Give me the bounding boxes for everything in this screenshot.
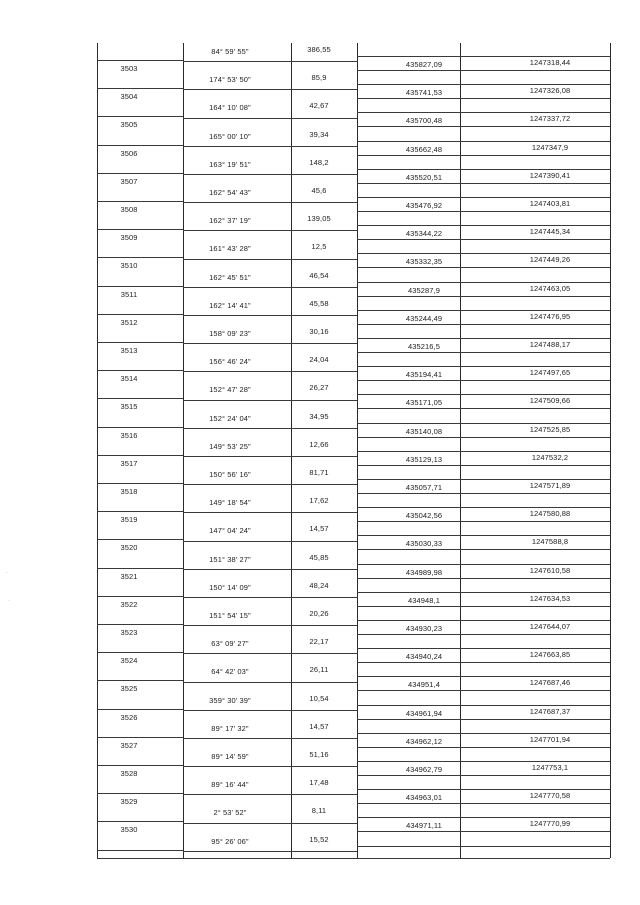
angle-cell: 147° 04' 24" <box>209 526 251 536</box>
y-coordinate-cell: 1247445,34 <box>529 227 571 237</box>
row-rule <box>357 479 610 480</box>
x-coordinate-cell: 435042,56 <box>405 511 443 521</box>
angle-cell: 63° 09' 27" <box>211 639 249 649</box>
angle-cell: 64° 42' 03" <box>211 667 249 677</box>
y-coordinate-cell: 1247588,8 <box>531 537 569 547</box>
x-coordinate-cell: 434948,1 <box>407 595 441 605</box>
point-number-cell: 3522 <box>120 599 138 609</box>
row-rule <box>183 569 357 570</box>
distance-cell: 42,67 <box>309 101 329 111</box>
row-rule <box>357 197 610 198</box>
row-rule <box>97 652 183 653</box>
x-coordinate-cell: 435057,71 <box>405 483 443 492</box>
x-coordinate-cell: 435216,5 <box>407 342 441 351</box>
row-rule <box>357 690 610 691</box>
point-number-cell: 3504 <box>120 92 138 102</box>
row-rule <box>97 850 183 851</box>
row-rule <box>357 423 610 424</box>
point-number-cell: 3509 <box>120 233 138 243</box>
row-rule <box>97 173 183 174</box>
row-rule <box>357 817 610 818</box>
y-coordinate-cell: 1247687,37 <box>529 706 571 716</box>
point-number-cell: 3526 <box>120 712 138 722</box>
y-coordinate-cell: 1247634,53 <box>529 593 571 603</box>
point-number-cell: 3510 <box>120 261 138 271</box>
y-coordinate-cell: 1247580,88 <box>529 509 571 519</box>
point-number-cell: 3516 <box>120 430 138 440</box>
distance-cell: 45,6 <box>311 186 327 195</box>
row-rule <box>97 483 183 484</box>
row-rule <box>97 821 183 822</box>
table-bottom-rule <box>97 858 610 859</box>
row-rule <box>357 592 610 593</box>
distance-cell: 30,16 <box>309 327 329 336</box>
distance-cell: 20,26 <box>309 609 329 618</box>
angle-cell: 150° 56' 16" <box>209 470 251 479</box>
row-rule <box>357 648 610 649</box>
row-rule <box>357 183 610 184</box>
angle-cell: 95° 26' 06" <box>211 836 249 846</box>
y-coordinate-cell: 1247403,81 <box>529 199 571 208</box>
angle-cell: 164° 10' 08" <box>209 103 251 113</box>
x-coordinate-cell: 435332,35 <box>405 257 443 267</box>
row-rule <box>183 118 357 119</box>
point-number-cell: 3513 <box>120 346 138 355</box>
row-rule <box>357 761 610 762</box>
row-rule <box>357 451 610 452</box>
row-rule <box>357 310 610 311</box>
point-number-cell: 3523 <box>120 628 138 637</box>
y-coordinate-cell: 1247687,46 <box>529 678 571 688</box>
distance-cell: 148,2 <box>309 157 329 167</box>
point-number-cell: 3529 <box>120 797 138 807</box>
angle-cell: 149° 18' 54" <box>209 498 251 508</box>
row-rule <box>357 549 610 550</box>
row-rule <box>357 338 610 339</box>
row-rule <box>357 775 610 776</box>
angle-cell: 89° 16' 44" <box>211 780 249 790</box>
row-rule <box>357 394 610 395</box>
point-number-cell: 3520 <box>120 543 138 553</box>
distance-cell: 34,95 <box>309 411 329 421</box>
y-coordinate-cell: 1247770,58 <box>529 791 571 801</box>
x-coordinate-cell: 435140,08 <box>405 426 443 436</box>
angle-cell: 2° 53' 52" <box>213 808 247 818</box>
angle-cell: 359° 30' 39" <box>209 695 251 705</box>
row-rule <box>97 737 183 738</box>
point-number-cell: 3514 <box>120 374 138 384</box>
y-coordinate-cell: 1247644,07 <box>529 622 571 631</box>
x-coordinate-cell: 434989,98 <box>405 567 443 577</box>
distance-cell: 48,24 <box>309 580 329 590</box>
angle-cell: 150° 14' 09" <box>209 582 251 592</box>
point-number-cell: 3525 <box>120 684 138 694</box>
x-coordinate-cell: 435476,92 <box>405 201 443 210</box>
distance-cell: 46,54 <box>309 270 329 280</box>
distance-cell: 14,57 <box>309 524 329 534</box>
row-rule <box>357 564 610 565</box>
row-rule <box>357 70 610 71</box>
row-rule <box>183 766 357 767</box>
row-rule <box>183 287 357 288</box>
y-coordinate-cell: 1247610,58 <box>529 565 571 575</box>
row-rule <box>357 366 610 367</box>
y-coordinate-cell: 1247770,99 <box>529 819 571 829</box>
y-coordinate-cell: 1247571,89 <box>529 481 571 490</box>
x-coordinate-cell: 435129,13 <box>405 454 443 464</box>
angle-cell: 89° 14' 59" <box>211 752 249 761</box>
angle-cell: 151° 38' 27" <box>209 554 251 564</box>
y-coordinate-cell: 1247663,85 <box>529 650 571 660</box>
row-rule <box>357 705 610 706</box>
row-rule <box>357 211 610 212</box>
y-coordinate-cell: 1247488,17 <box>529 340 571 349</box>
x-coordinate-cell: 435700,48 <box>405 116 443 126</box>
y-coordinate-cell: 1247497,65 <box>529 368 571 378</box>
x-coordinate-cell: 435244,49 <box>405 313 443 323</box>
angle-cell: 162° 54' 43" <box>209 188 251 197</box>
angle-cell: 165° 00' 10" <box>209 131 251 141</box>
y-coordinate-cell: 1247337,72 <box>529 114 571 124</box>
point-number-cell: 3503 <box>120 64 138 73</box>
distance-cell: 51,16 <box>309 750 329 759</box>
y-coordinate-cell: 1247449,26 <box>529 255 571 265</box>
distance-cell: 15,52 <box>309 834 329 844</box>
point-number-cell: 3527 <box>120 740 138 750</box>
y-coordinate-cell: 1247753,1 <box>531 763 569 772</box>
row-rule <box>357 620 610 621</box>
x-coordinate-cell: 434961,94 <box>405 708 443 718</box>
x-coordinate-cell: 434962,12 <box>405 736 443 746</box>
row-rule <box>97 145 183 146</box>
angle-cell: 158° 09' 23" <box>209 329 251 338</box>
row-rule <box>97 596 183 597</box>
row-rule <box>357 296 610 297</box>
row-rule <box>357 380 610 381</box>
column-rule <box>97 43 98 858</box>
row-rule <box>357 84 610 85</box>
row-rule <box>97 427 183 428</box>
distance-cell: 12,5 <box>311 242 327 252</box>
y-coordinate-cell: 1247326,08 <box>529 86 571 96</box>
x-coordinate-cell: 435194,41 <box>405 370 443 380</box>
x-coordinate-cell: 434963,01 <box>405 793 443 803</box>
row-rule <box>183 343 357 344</box>
row-rule <box>357 56 610 57</box>
row-rule <box>183 625 357 626</box>
distance-cell: 26,11 <box>309 665 329 675</box>
point-number-cell: 3515 <box>120 402 138 412</box>
y-coordinate-cell: 1247476,95 <box>529 311 571 321</box>
x-coordinate-cell: 435741,53 <box>405 88 443 98</box>
row-rule <box>183 738 357 739</box>
row-rule <box>357 239 610 240</box>
y-coordinate-cell: 1247390,41 <box>529 170 571 180</box>
distance-cell: 24,04 <box>309 355 329 365</box>
row-rule <box>97 88 183 89</box>
row-rule <box>357 437 610 438</box>
row-rule <box>357 408 610 409</box>
row-rule <box>97 286 183 287</box>
row-rule <box>97 314 183 315</box>
row-rule <box>97 116 183 117</box>
x-coordinate-cell: 435287,9 <box>407 285 441 295</box>
y-coordinate-cell: 1247463,05 <box>529 283 571 293</box>
row-rule <box>183 371 357 372</box>
row-rule <box>357 521 610 522</box>
row-rule <box>97 455 183 456</box>
distance-cell: 386,55 <box>307 45 331 54</box>
row-rule <box>183 400 357 401</box>
row-rule <box>183 202 357 203</box>
angle-cell: 152° 24' 04" <box>209 413 251 423</box>
row-rule <box>97 793 183 794</box>
row-rule <box>97 398 183 399</box>
y-coordinate-cell: 1247701,94 <box>529 734 571 744</box>
row-rule <box>183 259 357 260</box>
point-number-cell: 3518 <box>120 487 138 496</box>
row-rule <box>357 719 610 720</box>
row-rule <box>183 315 357 316</box>
row-rule <box>183 61 357 62</box>
point-number-cell: 3508 <box>120 205 138 214</box>
row-rule <box>183 146 357 147</box>
x-coordinate-cell: 435662,48 <box>405 144 443 154</box>
y-coordinate-cell: 1247532,2 <box>531 452 569 462</box>
row-rule <box>357 282 610 283</box>
y-coordinate-cell: 1247525,85 <box>529 424 571 434</box>
row-rule <box>357 535 610 536</box>
angle-cell: 89° 17' 32" <box>211 723 249 733</box>
row-rule <box>183 541 357 542</box>
row-rule <box>183 597 357 598</box>
row-rule <box>357 267 610 268</box>
distance-cell: 17,48 <box>309 778 329 788</box>
row-rule <box>357 803 610 804</box>
row-rule <box>97 680 183 681</box>
angle-cell: 151° 54' 15" <box>209 611 251 620</box>
point-number-cell: 3512 <box>120 317 138 327</box>
point-number-cell: 3530 <box>120 825 138 835</box>
scan-mark: · <box>8 598 10 604</box>
angle-cell: 149° 53' 25" <box>209 441 251 451</box>
row-rule <box>97 765 183 766</box>
x-coordinate-cell: 435030,33 <box>405 539 443 549</box>
distance-cell: 14,57 <box>309 721 329 731</box>
x-coordinate-cell: 434962,79 <box>405 765 443 774</box>
row-rule <box>183 851 357 852</box>
row-rule <box>183 823 357 824</box>
angle-cell: 161° 43' 28" <box>209 244 251 254</box>
point-number-cell: 3519 <box>120 515 138 525</box>
x-coordinate-cell: 435827,09 <box>405 60 443 69</box>
x-coordinate-cell: 434930,23 <box>405 624 443 633</box>
distance-cell: 85,9 <box>311 73 327 83</box>
distance-cell: 45,58 <box>309 298 329 308</box>
row-rule <box>97 709 183 710</box>
point-number-cell: 3511 <box>120 289 138 299</box>
row-rule <box>357 253 610 254</box>
row-rule <box>357 789 610 790</box>
angle-cell: 84° 59' 55" <box>211 47 249 56</box>
distance-cell: 139,05 <box>307 214 331 224</box>
distance-cell: 22,17 <box>309 637 329 647</box>
x-coordinate-cell: 434951,4 <box>407 680 441 690</box>
row-rule <box>357 578 610 579</box>
row-rule <box>97 624 183 625</box>
angle-cell: 163° 19' 51" <box>209 159 251 169</box>
row-rule <box>97 511 183 512</box>
row-rule <box>357 112 610 113</box>
angle-cell: 162° 45' 51" <box>209 272 251 282</box>
row-rule <box>183 428 357 429</box>
row-rule <box>357 747 610 748</box>
row-rule <box>183 456 357 457</box>
angle-cell: 162° 37' 19" <box>209 216 251 226</box>
distance-cell: 8,11 <box>311 806 327 816</box>
y-coordinate-cell: 1247509,66 <box>529 396 571 406</box>
row-rule <box>183 512 357 513</box>
row-rule <box>357 676 610 677</box>
row-rule <box>97 539 183 540</box>
row-rule <box>357 465 610 466</box>
distance-cell: 81,71 <box>309 468 329 477</box>
row-rule <box>357 831 610 832</box>
row-rule <box>357 352 610 353</box>
row-rule <box>97 370 183 371</box>
row-rule <box>357 507 610 508</box>
point-number-cell: 3505 <box>120 120 138 130</box>
x-coordinate-cell: 435520,51 <box>405 172 443 182</box>
y-coordinate-cell: 1247347,9 <box>531 142 569 152</box>
row-rule <box>97 201 183 202</box>
x-coordinate-cell: 434940,24 <box>405 652 443 662</box>
scan-mark: · <box>6 570 8 576</box>
row-rule <box>97 342 183 343</box>
angle-cell: 174° 53' 50" <box>209 75 251 85</box>
row-rule <box>357 846 610 847</box>
row-rule <box>183 653 357 654</box>
row-rule <box>357 493 610 494</box>
row-rule <box>357 225 610 226</box>
x-coordinate-cell: 435344,22 <box>405 229 443 239</box>
angle-cell: 162° 14' 41" <box>209 300 251 310</box>
row-rule <box>183 484 357 485</box>
column-rule <box>610 43 611 858</box>
row-rule <box>357 634 610 635</box>
row-rule <box>357 126 610 127</box>
angle-cell: 152° 47' 28" <box>209 385 251 395</box>
distance-cell: 17,62 <box>309 496 329 506</box>
row-rule <box>97 257 183 258</box>
row-rule <box>357 98 610 99</box>
distance-cell: 39,34 <box>309 129 329 139</box>
x-coordinate-cell: 435171,05 <box>405 398 443 408</box>
row-rule <box>357 733 610 734</box>
point-number-cell: 3528 <box>120 769 138 778</box>
row-rule <box>183 89 357 90</box>
angle-cell: 156° 46' 24" <box>209 357 251 367</box>
point-number-cell: 3507 <box>120 176 138 186</box>
y-coordinate-cell: 1247318,44 <box>529 58 571 67</box>
row-rule <box>357 141 610 142</box>
row-rule <box>357 169 610 170</box>
row-rule <box>183 230 357 231</box>
distance-cell: 12,66 <box>309 439 329 449</box>
point-number-cell: 3524 <box>120 656 138 666</box>
row-rule <box>97 229 183 230</box>
row-rule <box>357 324 610 325</box>
row-rule <box>97 568 183 569</box>
row-rule <box>183 682 357 683</box>
row-rule <box>97 60 183 61</box>
distance-cell: 26,27 <box>309 383 329 393</box>
point-number-cell: 3506 <box>120 148 138 158</box>
row-rule <box>357 155 610 156</box>
row-rule <box>357 662 610 663</box>
x-coordinate-cell: 434971,11 <box>406 821 442 831</box>
row-rule <box>183 174 357 175</box>
row-rule <box>357 606 610 607</box>
distance-cell: 45,85 <box>309 552 329 562</box>
row-rule <box>183 710 357 711</box>
point-number-cell: 3521 <box>120 571 138 581</box>
point-number-cell: 3517 <box>120 458 138 468</box>
distance-cell: 10,54 <box>309 693 329 703</box>
row-rule <box>183 794 357 795</box>
